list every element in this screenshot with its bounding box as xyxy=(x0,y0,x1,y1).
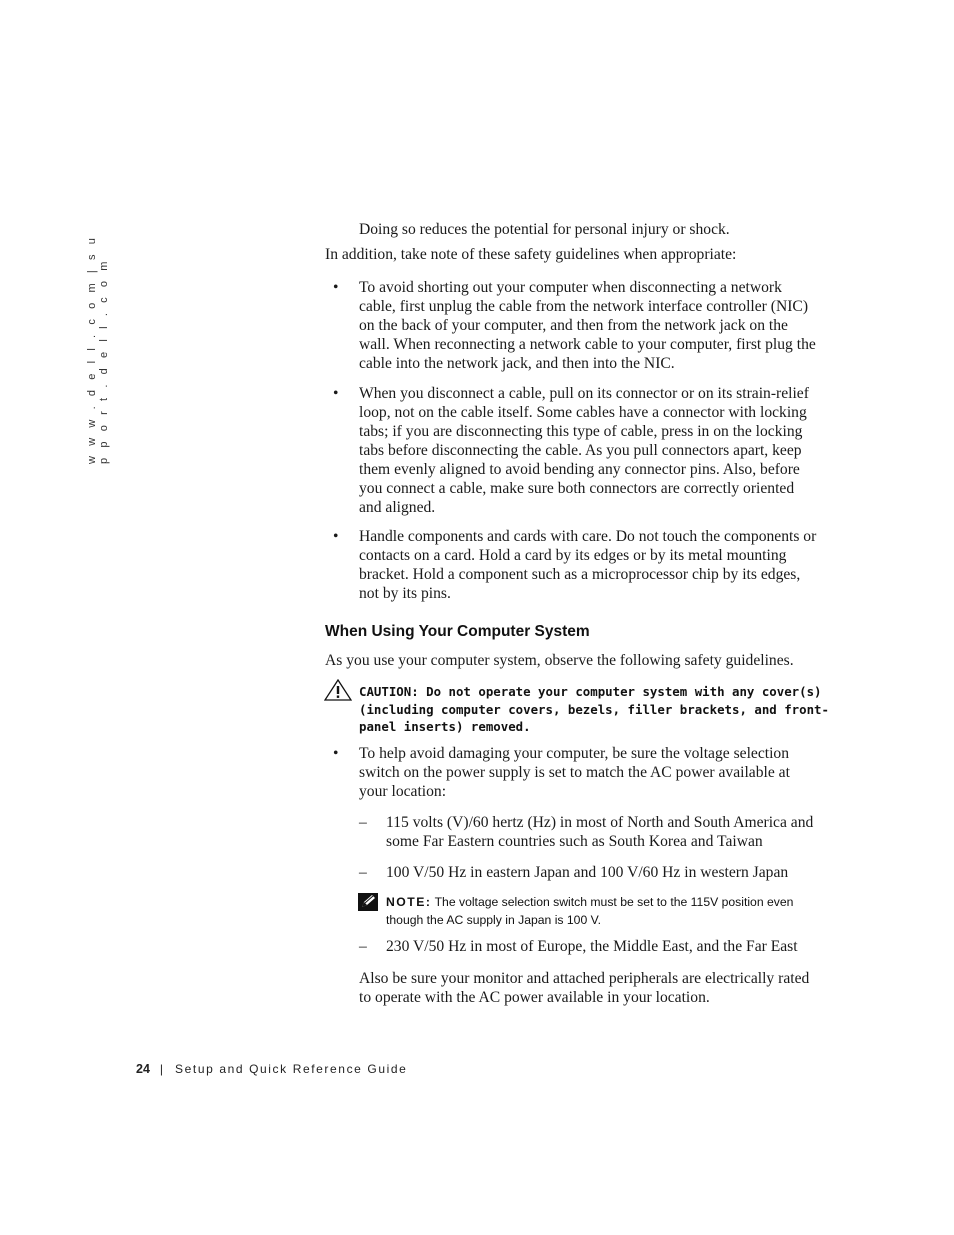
note-text xyxy=(386,894,826,929)
bullet-item-voltage: To help avoid damaging your computer, be sure the voltage selection switch on the power supply is set to match the AC power available at your location: xyxy=(359,745,790,800)
bullet-marker: • xyxy=(333,528,339,545)
intro-line: Doing so reduces the potential for personal injury or shock. xyxy=(359,221,730,238)
section-intro: As you use your computer system, observe the following safety guidelines. xyxy=(325,652,794,669)
caution-triangle-icon xyxy=(324,679,352,701)
bullet-marker: • xyxy=(333,745,339,762)
closing-paragraph: Also be sure your monitor and attached peripherals are electrically rated to operate with the AC power available in your location. xyxy=(359,970,810,1006)
dash-item-100v: 100 V/50 Hz in eastern Japan and 100 V/60 Hz in western Japan xyxy=(386,864,789,881)
guidelines-intro: In addition, take note of these safety guidelines when appropriate: xyxy=(325,246,737,263)
page-number: 24 xyxy=(136,1062,150,1076)
footer-separator: | xyxy=(159,1062,164,1076)
page-footer xyxy=(136,1062,407,1076)
pencil-note-icon xyxy=(357,892,379,912)
footer-title: Setup and Quick Reference Guide xyxy=(175,1062,408,1076)
bullet-marker: • xyxy=(333,385,339,402)
bullet-item-handle-components: Handle components and cards with care. Do not touch the components or contacts on a card. Hold a card by its edges or by its metal mounting bracket. Hold a component such as a microprocessor chip by its edges, not by its pins. xyxy=(359,528,817,602)
caution-text: CAUTION: Do not operate your computer system with any cover(s) (including computer covers, bezels, filler brackets, and front-panel inserts) removed. xyxy=(359,684,829,734)
note-label: NOTE: xyxy=(386,895,432,909)
bullet-item-disconnect-cable: When you disconnect a cable, pull on its connector or on its strain-relief loop, not on the cable itself. Some cables have a connector with locking tabs; if you are disconnecting this type of cable, press in on the locking tabs before disconnecting the cable. As you pull connectors apart, keep them evenly aligned to avoid bending any connector pins. Also, before you connect a cable, make sure both connectors are correctly oriented and aligned. xyxy=(359,385,809,516)
dash-item-230v: 230 V/50 Hz in most of Europe, the Middle East, and the Far East xyxy=(386,938,798,955)
note-body: The voltage selection switch must be set to the 115V position even though the AC supply in Japan is 100 V. xyxy=(386,895,794,927)
section-heading: When Using Your Computer System xyxy=(325,623,590,640)
dash-marker: – xyxy=(359,938,367,955)
dash-item-115v: 115 volts (V)/60 hertz (Hz) in most of North and South America and some Far Eastern countries such as South Korea and Taiwan xyxy=(386,814,814,850)
dash-marker: – xyxy=(359,864,367,881)
bullet-marker: • xyxy=(333,279,339,296)
bullet-item-network-cable: To avoid shorting out your computer when disconnecting a network cable, first unplug the cable from the network interface controller (NIC) on the back of your computer, and then from the network jack on the wall. When reconnecting a network cable to your computer, first plug the cable into the network jack, and then into the NIC. xyxy=(359,279,816,372)
side-url: w w w . d e l l . c o m | s u p p o r t . d e l l . c o m xyxy=(86,234,110,464)
dash-marker: – xyxy=(359,814,367,831)
